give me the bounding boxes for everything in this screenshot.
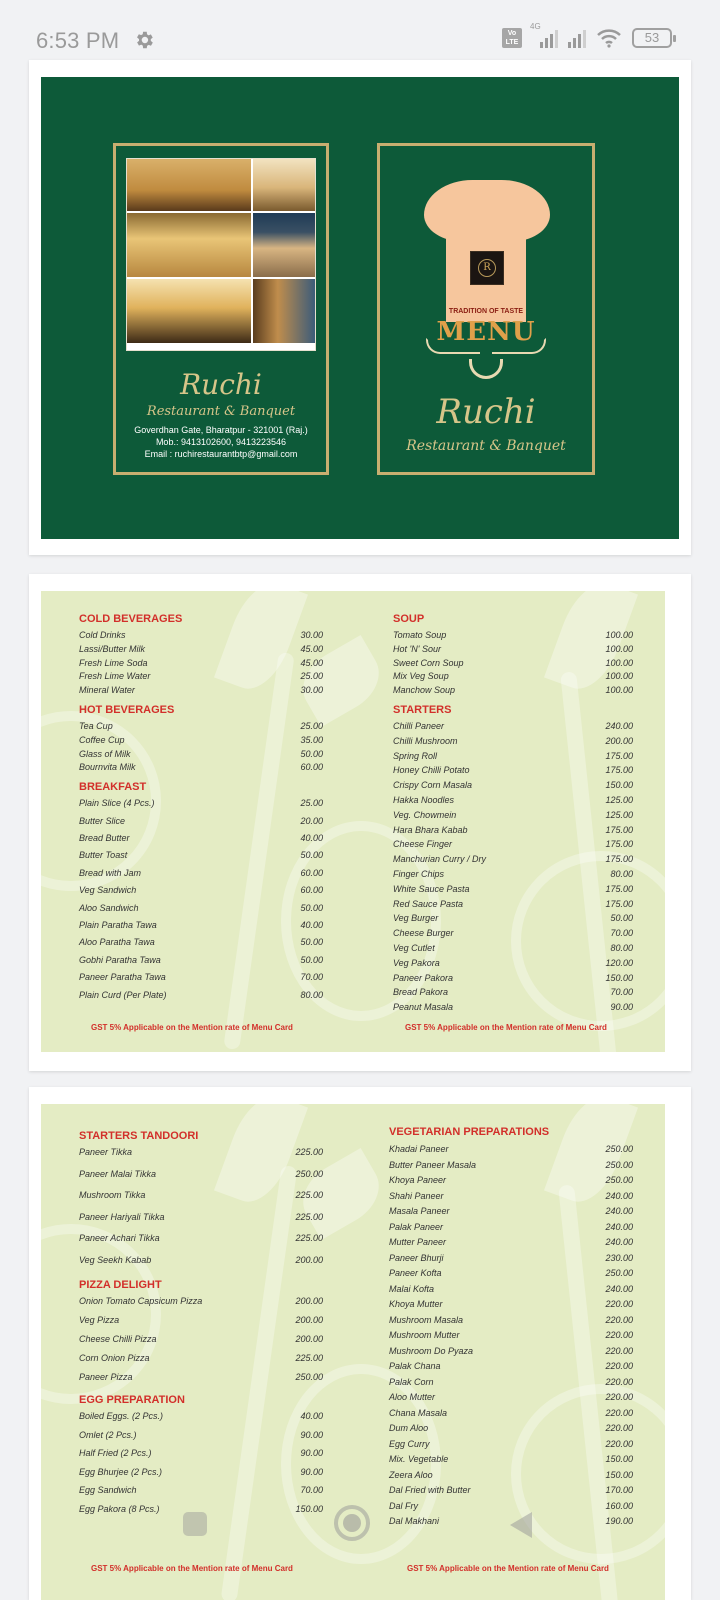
menu-item-price: 220.00: [605, 1330, 633, 1340]
menu-item-name: Veg Burger: [393, 913, 439, 924]
menu-item-name: Zeera Aloo: [389, 1469, 433, 1480]
menu-item-name: Veg Sandwich: [79, 885, 137, 896]
brand-name: Ruchi: [180, 368, 262, 401]
tagline: TRADITION OF TASTE: [448, 308, 524, 315]
cover-right-panel: [377, 143, 595, 475]
mustache-line-right: [492, 352, 528, 354]
brand-subtitle: Restaurant & Banquet: [406, 438, 566, 454]
menu-item-price: 40.00: [300, 1411, 323, 1421]
section-title: VEGETARIAN PREPARATIONS: [389, 1126, 550, 1138]
menu-item-price: 100.00: [605, 643, 633, 654]
menu-item-name: Paneer Pakora: [393, 972, 454, 983]
menu-item-price: 60.00: [300, 867, 323, 878]
menu-item-price: 150.00: [605, 1454, 633, 1464]
menu-item-price: 170.00: [605, 1485, 633, 1495]
signal-4g-icon: 4G: [532, 28, 558, 48]
menu-item-price: 120.00: [605, 957, 633, 968]
gst-note: GST 5% Applicable on the Mention rate of Menu Card: [91, 1023, 293, 1032]
menu-item-name: Egg Bhurjee (2 Pcs.): [79, 1466, 163, 1477]
menu-item-name: Khoya Paneer: [389, 1175, 447, 1185]
menu-item-name: Glass of Milk: [79, 748, 131, 759]
menu-item-price: 25.00: [300, 721, 323, 731]
menu-item-price: 70.00: [300, 1485, 323, 1495]
menu-item-name: Crispy Corn Masala: [393, 780, 473, 791]
menu-item-name: Egg Curry: [389, 1438, 430, 1449]
menu-item-price: 175.00: [605, 898, 633, 909]
menu-item-price: 175.00: [605, 839, 633, 850]
wifi-icon: [596, 28, 622, 48]
menu-item-price: 175.00: [605, 765, 633, 776]
menu-item-name: Bread Pakora: [393, 987, 449, 998]
menu-item-price: 90.00: [300, 1429, 323, 1440]
photo-hall: [127, 159, 251, 211]
battery-indicator: 53: [632, 28, 672, 48]
menu-item-name: Veg. Chowmein: [393, 809, 457, 820]
menu-item-name: Mushroom Mutter: [389, 1330, 460, 1340]
brand-subtitle: Restaurant & Banquet: [146, 404, 296, 419]
menu-item-price: 100.00: [605, 657, 633, 668]
menu-item-price: 240.00: [605, 721, 633, 731]
menu-item-price: 60.00: [300, 885, 323, 896]
menu-item-price: 175.00: [605, 854, 633, 865]
menu-item-price: 60.00: [300, 762, 323, 773]
section-title: STARTERS TANDOORI: [79, 1130, 199, 1142]
menu-item-name: Coffee Cup: [79, 734, 125, 745]
menu-item-price: 30.00: [300, 685, 323, 696]
menu-item-name: Butter Toast: [79, 850, 128, 861]
menu-item-name: Mix. Vegetable: [389, 1454, 449, 1464]
menu-item-price: 190.00: [605, 1516, 633, 1526]
photo-lobby: [127, 213, 251, 277]
menu-item-price: 150.00: [605, 1469, 633, 1480]
back-button[interactable]: [510, 1512, 532, 1538]
menu-item-name: Aloo Sandwich: [79, 902, 139, 913]
menu-item-name: Tea Cup: [79, 721, 113, 731]
status-icons: [502, 22, 672, 48]
menu-item-price: 225.00: [295, 1233, 323, 1243]
menu-item-price: 125.00: [605, 809, 633, 820]
menu-item-name: Hara Bhara Kabab: [393, 824, 468, 835]
section-title: SOUP: [393, 613, 425, 625]
menu-item-price: 150.00: [605, 972, 633, 983]
section-title: EGG PREPARATION: [79, 1394, 185, 1406]
menu-item-price: 240.00: [605, 1206, 633, 1216]
menu-item-price: 80.00: [610, 869, 633, 879]
menu-item-name: Paneer Tikka: [79, 1147, 132, 1157]
menu-item-name: Chana Masala: [389, 1407, 448, 1418]
menu-item-name: Palak Corn: [389, 1376, 434, 1387]
menu-item-name: Butter Slice: [79, 815, 126, 826]
menu-item-price: 200.00: [605, 735, 633, 746]
menu-item-price: 45.00: [300, 643, 323, 654]
menu-item-price: 220.00: [605, 1376, 633, 1387]
menu-item-name: Mushroom Tikka: [79, 1190, 146, 1200]
menu-item-name: Veg Pizza: [79, 1315, 120, 1325]
menu-item-name: Paneer Pizza: [79, 1372, 133, 1382]
menu-item-price: 160.00: [605, 1500, 633, 1511]
menu-item-name: Tomato Soup: [393, 630, 447, 640]
menu-item-price: 90.00: [300, 1448, 323, 1458]
photo-banquet: [127, 279, 251, 343]
menu-item-name: Egg Sandwich: [79, 1485, 137, 1495]
menu-image-page-2[interactable]: [29, 574, 691, 1071]
menu-item-name: Honey Chilli Potato: [393, 765, 470, 776]
menu-item-price: 200.00: [295, 1315, 323, 1325]
menu-item-name: Palak Chana: [389, 1361, 441, 1371]
menu-item-name: Lassi/Butter Milk: [79, 643, 146, 654]
photo-ceiling: [253, 159, 315, 211]
menu-image-cover[interactable]: [29, 60, 691, 555]
cover-left-panel: [113, 143, 329, 475]
photo-interior: [253, 279, 315, 343]
recent-apps-button[interactable]: [183, 1512, 207, 1536]
menu-page: [41, 591, 665, 1052]
menu-item-price: 175.00: [605, 750, 633, 761]
menu-item-name: Bread with Jam: [79, 867, 142, 878]
menu-item-name: Corn Onion Pizza: [79, 1353, 150, 1363]
menu-item-price: 50.00: [300, 850, 323, 861]
menu-item-price: 225.00: [295, 1147, 323, 1157]
menu-item-name: Masala Paneer: [389, 1206, 450, 1216]
menu-item-price: 250.00: [605, 1175, 633, 1185]
logo-letter: R: [478, 259, 496, 277]
menu-item-name: Veg Seekh Kabab: [79, 1254, 152, 1265]
gst-note: GST 5% Applicable on the Mention rate of Menu Card: [405, 1023, 607, 1032]
menu-item-price: 100.00: [605, 671, 633, 682]
volte-icon: Vo LTE: [502, 28, 522, 48]
menu-item-price: 150.00: [295, 1503, 323, 1514]
menu-item-price: 240.00: [605, 1221, 633, 1232]
menu-item-name: Chilli Paneer: [393, 721, 445, 731]
restaurant-photo-collage: [126, 158, 316, 351]
menu-item-name: Mutter Paneer: [389, 1237, 447, 1247]
menu-item-name: Manchow Soup: [393, 685, 456, 696]
menu-item-name: Plain Slice (4 Pcs.): [79, 798, 155, 809]
menu-item-price: 25.00: [300, 798, 323, 809]
menu-item-price: 220.00: [605, 1392, 633, 1402]
menu-item-name: Butter Paneer Masala: [389, 1159, 477, 1170]
menu-item-name: Hot 'N' Sour: [393, 643, 441, 654]
menu-item-price: 250.00: [605, 1144, 633, 1154]
menu-item-price: 90.00: [300, 1466, 323, 1477]
menu-item-price: 240.00: [605, 1237, 633, 1247]
menu-item-name: Boiled Eggs. (2 Pcs.): [79, 1411, 164, 1421]
section-title: PIZZA DELIGHT: [79, 1279, 162, 1291]
menu-item-price: 45.00: [300, 657, 323, 668]
menu-item-name: Red Sauce Pasta: [393, 898, 464, 909]
menu-item-price: 225.00: [295, 1190, 323, 1200]
section-title: BREAKFAST: [79, 781, 147, 794]
menu-item-name: Paneer Hariyali Tikka: [79, 1211, 165, 1222]
mustache-left-icon: [426, 338, 446, 354]
menu-item-name: White Sauce Pasta: [393, 883, 470, 894]
menu-item-name: Cheese Finger: [393, 839, 453, 850]
menu-item-price: 250.00: [605, 1268, 633, 1278]
menu-item-price: 200.00: [295, 1296, 323, 1306]
menu-item-price: 240.00: [605, 1190, 633, 1201]
menu-item-price: 35.00: [300, 734, 323, 745]
menu-item-price: 220.00: [605, 1423, 633, 1433]
menu-item-name: Bournvita Milk: [79, 762, 136, 773]
menu-item-price: 250.00: [295, 1372, 323, 1382]
menu-item-name: Spring Roll: [393, 750, 438, 761]
menu-item-name: Paneer Paratha Tawa: [79, 972, 166, 983]
menu-item-name: Mix Veg Soup: [393, 671, 449, 682]
menu-item-name: Egg Pakora (8 Pcs.): [79, 1503, 160, 1514]
address: Goverdhan Gate, Bharatpur - 321001 (Raj.): [134, 425, 308, 435]
menu-item-name: Plain Curd (Per Plate): [79, 989, 167, 1000]
menu-item-price: 175.00: [605, 824, 633, 835]
menu-item-price: 70.00: [300, 972, 323, 983]
menu-item-name: Veg Pakora: [393, 957, 440, 968]
menu-item-name: Finger Chips: [393, 869, 445, 879]
home-button[interactable]: [334, 1505, 370, 1541]
menu-item-name: Fresh Lime Soda: [79, 657, 148, 668]
menu-item-name: Paneer Bhurji: [389, 1252, 444, 1263]
menu-item-price: 225.00: [295, 1353, 323, 1363]
menu-item-name: Dum Aloo: [389, 1423, 429, 1433]
menu-item-price: 220.00: [605, 1407, 633, 1418]
menu-item-name: Plain Paratha Tawa: [79, 920, 157, 930]
menu-item-price: 250.00: [605, 1159, 633, 1170]
menu-item-price: 100.00: [605, 685, 633, 696]
menu-item-price: 220.00: [605, 1314, 633, 1325]
menu-item-price: 40.00: [300, 833, 323, 843]
menu-item-name: Khoya Mutter: [389, 1299, 443, 1309]
smile-icon: [469, 359, 503, 379]
menu-item-name: Shahi Paneer: [389, 1190, 444, 1201]
signal-icon: [568, 28, 586, 48]
menu-item-name: Veg Cutlet: [393, 943, 435, 953]
menu-item-price: 220.00: [605, 1299, 633, 1309]
brand-name: Ruchi: [436, 392, 536, 432]
menu-item-price: 40.00: [300, 920, 323, 930]
menu-title: MENU: [436, 317, 536, 347]
menu-item-price: 175.00: [605, 883, 633, 894]
menu-item-price: 80.00: [610, 943, 633, 953]
menu-item-price: 50.00: [300, 954, 323, 965]
gst-note: GST 5% Applicable on the Mention rate of Menu Card: [407, 1564, 609, 1573]
menu-item-name: Mushroom Do Pyaza: [389, 1345, 474, 1356]
menu-item-name: Malai Kofta: [389, 1283, 435, 1294]
photo-exterior: [253, 213, 315, 277]
menu-item-name: Cheese Chilli Pizza: [79, 1334, 157, 1344]
menu-item-price: 220.00: [605, 1361, 633, 1371]
menu-item-name: Cheese Burger: [393, 928, 454, 939]
restaurant-logo: [470, 251, 504, 285]
section-title: COLD BEVERAGES: [79, 613, 183, 625]
mobile-numbers: Mob.: 9413102600, 9413223546: [155, 437, 287, 447]
menu-item-name: Chilli Mushroom: [393, 735, 458, 746]
menu-item-name: Paneer Achari Tikka: [79, 1233, 160, 1243]
menu-item-price: 70.00: [610, 987, 633, 998]
menu-item-price: 230.00: [605, 1252, 633, 1263]
menu-item-name: Aloo Mutter: [389, 1392, 436, 1402]
menu-item-name: Paneer Kofta: [389, 1268, 442, 1278]
menu-item-name: Manchurian Curry / Dry: [393, 854, 487, 865]
menu-item-price: 240.00: [605, 1283, 633, 1294]
menu-item-price: 30.00: [300, 630, 323, 640]
menu-item-price: 200.00: [295, 1254, 323, 1265]
menu-item-price: 200.00: [295, 1334, 323, 1344]
menu-item-price: 50.00: [300, 902, 323, 913]
menu-item-name: Gobhi Paratha Tawa: [79, 954, 161, 965]
menu-item-price: 50.00: [610, 913, 633, 924]
menu-item-name: Omlet (2 Pcs.): [79, 1429, 137, 1440]
menu-item-name: Half Fried (2 Pcs.): [79, 1448, 152, 1458]
menu-item-price: 80.00: [300, 989, 323, 1000]
menu-item-name: Fresh Lime Water: [79, 671, 151, 682]
stem-decoration: [220, 1165, 297, 1600]
menu-cover: [41, 77, 679, 539]
status-time: 6:53 PM: [36, 28, 120, 53]
menu-item-name: Mushroom Masala: [389, 1314, 464, 1325]
email: Email : ruchirestaurantbtp@gmail.com: [144, 449, 298, 459]
menu-item-name: Dal Fried with Butter: [389, 1485, 471, 1495]
section-title: HOT BEVERAGES: [79, 704, 175, 716]
menu-item-price: 90.00: [610, 1002, 633, 1013]
menu-item-name: Sweet Corn Soup: [393, 657, 464, 668]
menu-item-name: Mineral Water: [79, 685, 135, 696]
menu-item-name: Cold Drinks: [79, 630, 126, 640]
menu-item-price: 225.00: [295, 1211, 323, 1222]
menu-item-name: Onion Tomato Capsicum Pizza: [79, 1296, 203, 1306]
menu-item-price: 150.00: [605, 780, 633, 791]
menu-item-price: 220.00: [605, 1438, 633, 1449]
menu-item-name: Dal Fry: [389, 1500, 418, 1511]
menu-item-price: 100.00: [605, 630, 633, 640]
section-title: STARTERS: [393, 704, 452, 716]
menu-item-name: Palak Paneer: [389, 1221, 444, 1232]
menu-item-name: Peanut Masala: [393, 1002, 454, 1013]
gst-note: GST 5% Applicable on the Mention rate of Menu Card: [91, 1564, 293, 1573]
menu-item-price: 20.00: [300, 815, 323, 826]
menu-item-name: Aloo Paratha Tawa: [79, 937, 155, 948]
mustache-right-icon: [526, 338, 546, 354]
menu-item-name: Khadai Paneer: [389, 1144, 449, 1154]
menu-item-price: 50.00: [300, 748, 323, 759]
menu-item-price: 220.00: [605, 1345, 633, 1356]
mustache-line-left: [444, 352, 480, 354]
menu-item-price: 50.00: [300, 937, 323, 948]
menu-item-price: 70.00: [610, 928, 633, 939]
menu-item-price: 250.00: [295, 1168, 323, 1179]
menu-item-name: Hakka Noodles: [393, 795, 455, 805]
menu-item-name: Paneer Malai Tikka: [79, 1168, 156, 1179]
menu-item-name: Bread Butter: [79, 833, 130, 843]
menu-item-name: Dal Makhani: [389, 1516, 440, 1526]
menu-item-price: 25.00: [300, 671, 323, 682]
gear-icon: [133, 29, 155, 51]
menu-item-price: 125.00: [605, 795, 633, 805]
